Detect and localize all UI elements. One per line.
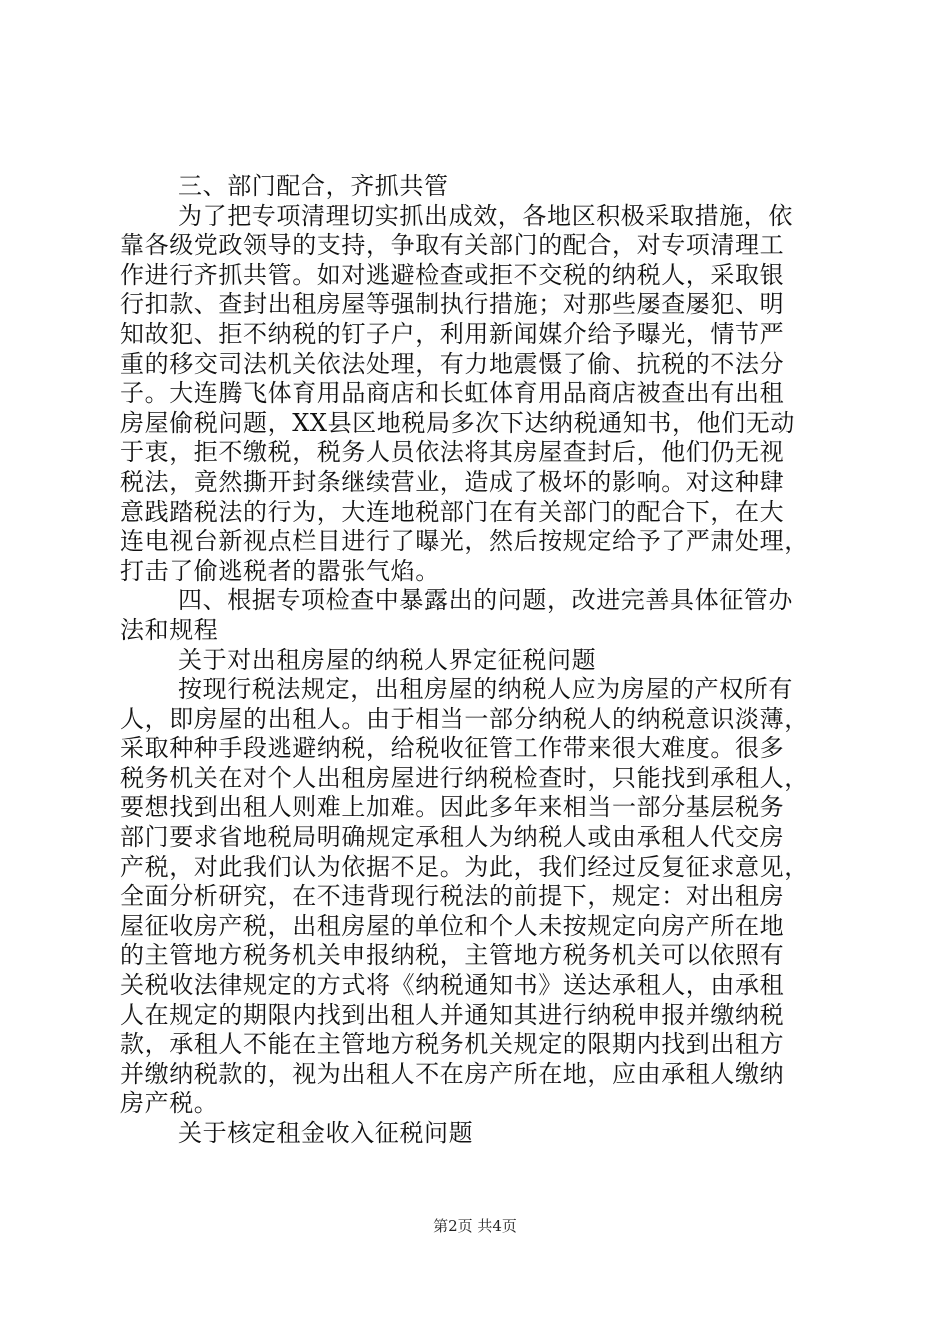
text-line: 作进行齐抓共管。如对逃避检查或拒不交税的纳税人，采取银 [120,260,785,289]
document-body [120,172,830,1149]
text-line: 税法，竟然撕开封条继续营业，造成了极坏的影响。对这种肆 [120,467,785,496]
text-line: 关于对出租房屋的纳税人界定征税问题 [178,645,597,674]
text-line: 重的移交司法机关依法处理，有力地震慑了偷、抗税的不法分 [120,349,785,378]
text-line: 的主管地方税务机关申报纳税，主管地方税务机关可以依照有 [120,941,785,970]
text-line: 连电视台新视点栏目进行了曝光，然后按规定给予了严肃处理， [120,527,809,556]
text-line: 三、部门配合，齐抓共管 [178,172,449,200]
text-line: 产税，对此我们认为依据不足。为此，我们经过反复征求意见， [120,852,809,881]
text-line: 并缴纳税款的，视为出租人不在房产所在地，应由承租人缴纳 [120,1059,785,1088]
text-line: 屋征收房产税，出租房屋的单位和个人未按规定向房产所在地 [120,911,785,940]
text-line: 为了把专项清理切实抓出成效，各地区积极采取措施，依 [178,201,793,230]
text-line: 全面分析研究，在不违背现行税法的前提下，规定：对出租房 [120,882,785,911]
text-line: 采取种种手段逃避纳税，给税收征管工作带来很大难度。很多 [120,734,785,763]
text-line: 人在规定的期限内找到出租人并通知其进行纳税申报并缴纳税 [120,1000,785,1029]
text-line: 款，承租人不能在主管地方税务机关规定的限期内找到出租方 [120,1030,785,1059]
text-line: 打击了偷逃税者的嚣张气焰。 [120,556,440,585]
text-line: 知故犯、拒不纳税的钉子户，利用新闻媒介给予曝光，情节严 [120,319,785,348]
text-line: 按现行税法规定，出租房屋的纳税人应为房屋的产权所有 [178,675,793,704]
text-line: 部门要求省地税局明确规定承租人为纳税人或由承租人代交房 [120,823,785,852]
text-line: 房产税。 [120,1089,219,1118]
text-line: 意践踏税法的行为，大连地税部门在有关部门的配合下，在大 [120,497,785,526]
text-line: 子。大连腾飞体育用品商店和长虹体育用品商店被查出有出租 [120,379,785,408]
text-line: 四、根据专项检查中暴露出的问题，改进完善具体征管办 [178,586,793,615]
text-line: 房屋偷税问题，XX县区地税局多次下达纳税通知书，他们无动 [120,408,795,437]
text-line: 要想找到出租人则难上加难。因此多年来相当一部分基层税务 [120,793,785,822]
page-footer: 第2页 共4页 [433,1217,517,1235]
text-line: 法和规程 [120,615,219,644]
text-line: 行扣款、查封出租房屋等强制执行措施；对那些屡查屡犯、明 [120,290,785,319]
text-line: 税务机关在对个人出租房屋进行纳税检查时，只能找到承租人， [120,763,809,792]
text-line: 于衷，拒不缴税，税务人员依法将其房屋查封后，他们仍无视 [120,438,785,467]
text-line: 靠各级党政领导的支持，争取有关部门的配合，对专项清理工 [120,231,785,260]
text-line: 人，即房屋的出租人。由于相当一部分纳税人的纳税意识淡薄， [120,704,809,733]
text-line: 关于核定租金收入征税问题 [178,1119,474,1147]
text-line: 关税收法律规定的方式将《纳税通知书》送达承租人，由承租 [120,971,785,1000]
